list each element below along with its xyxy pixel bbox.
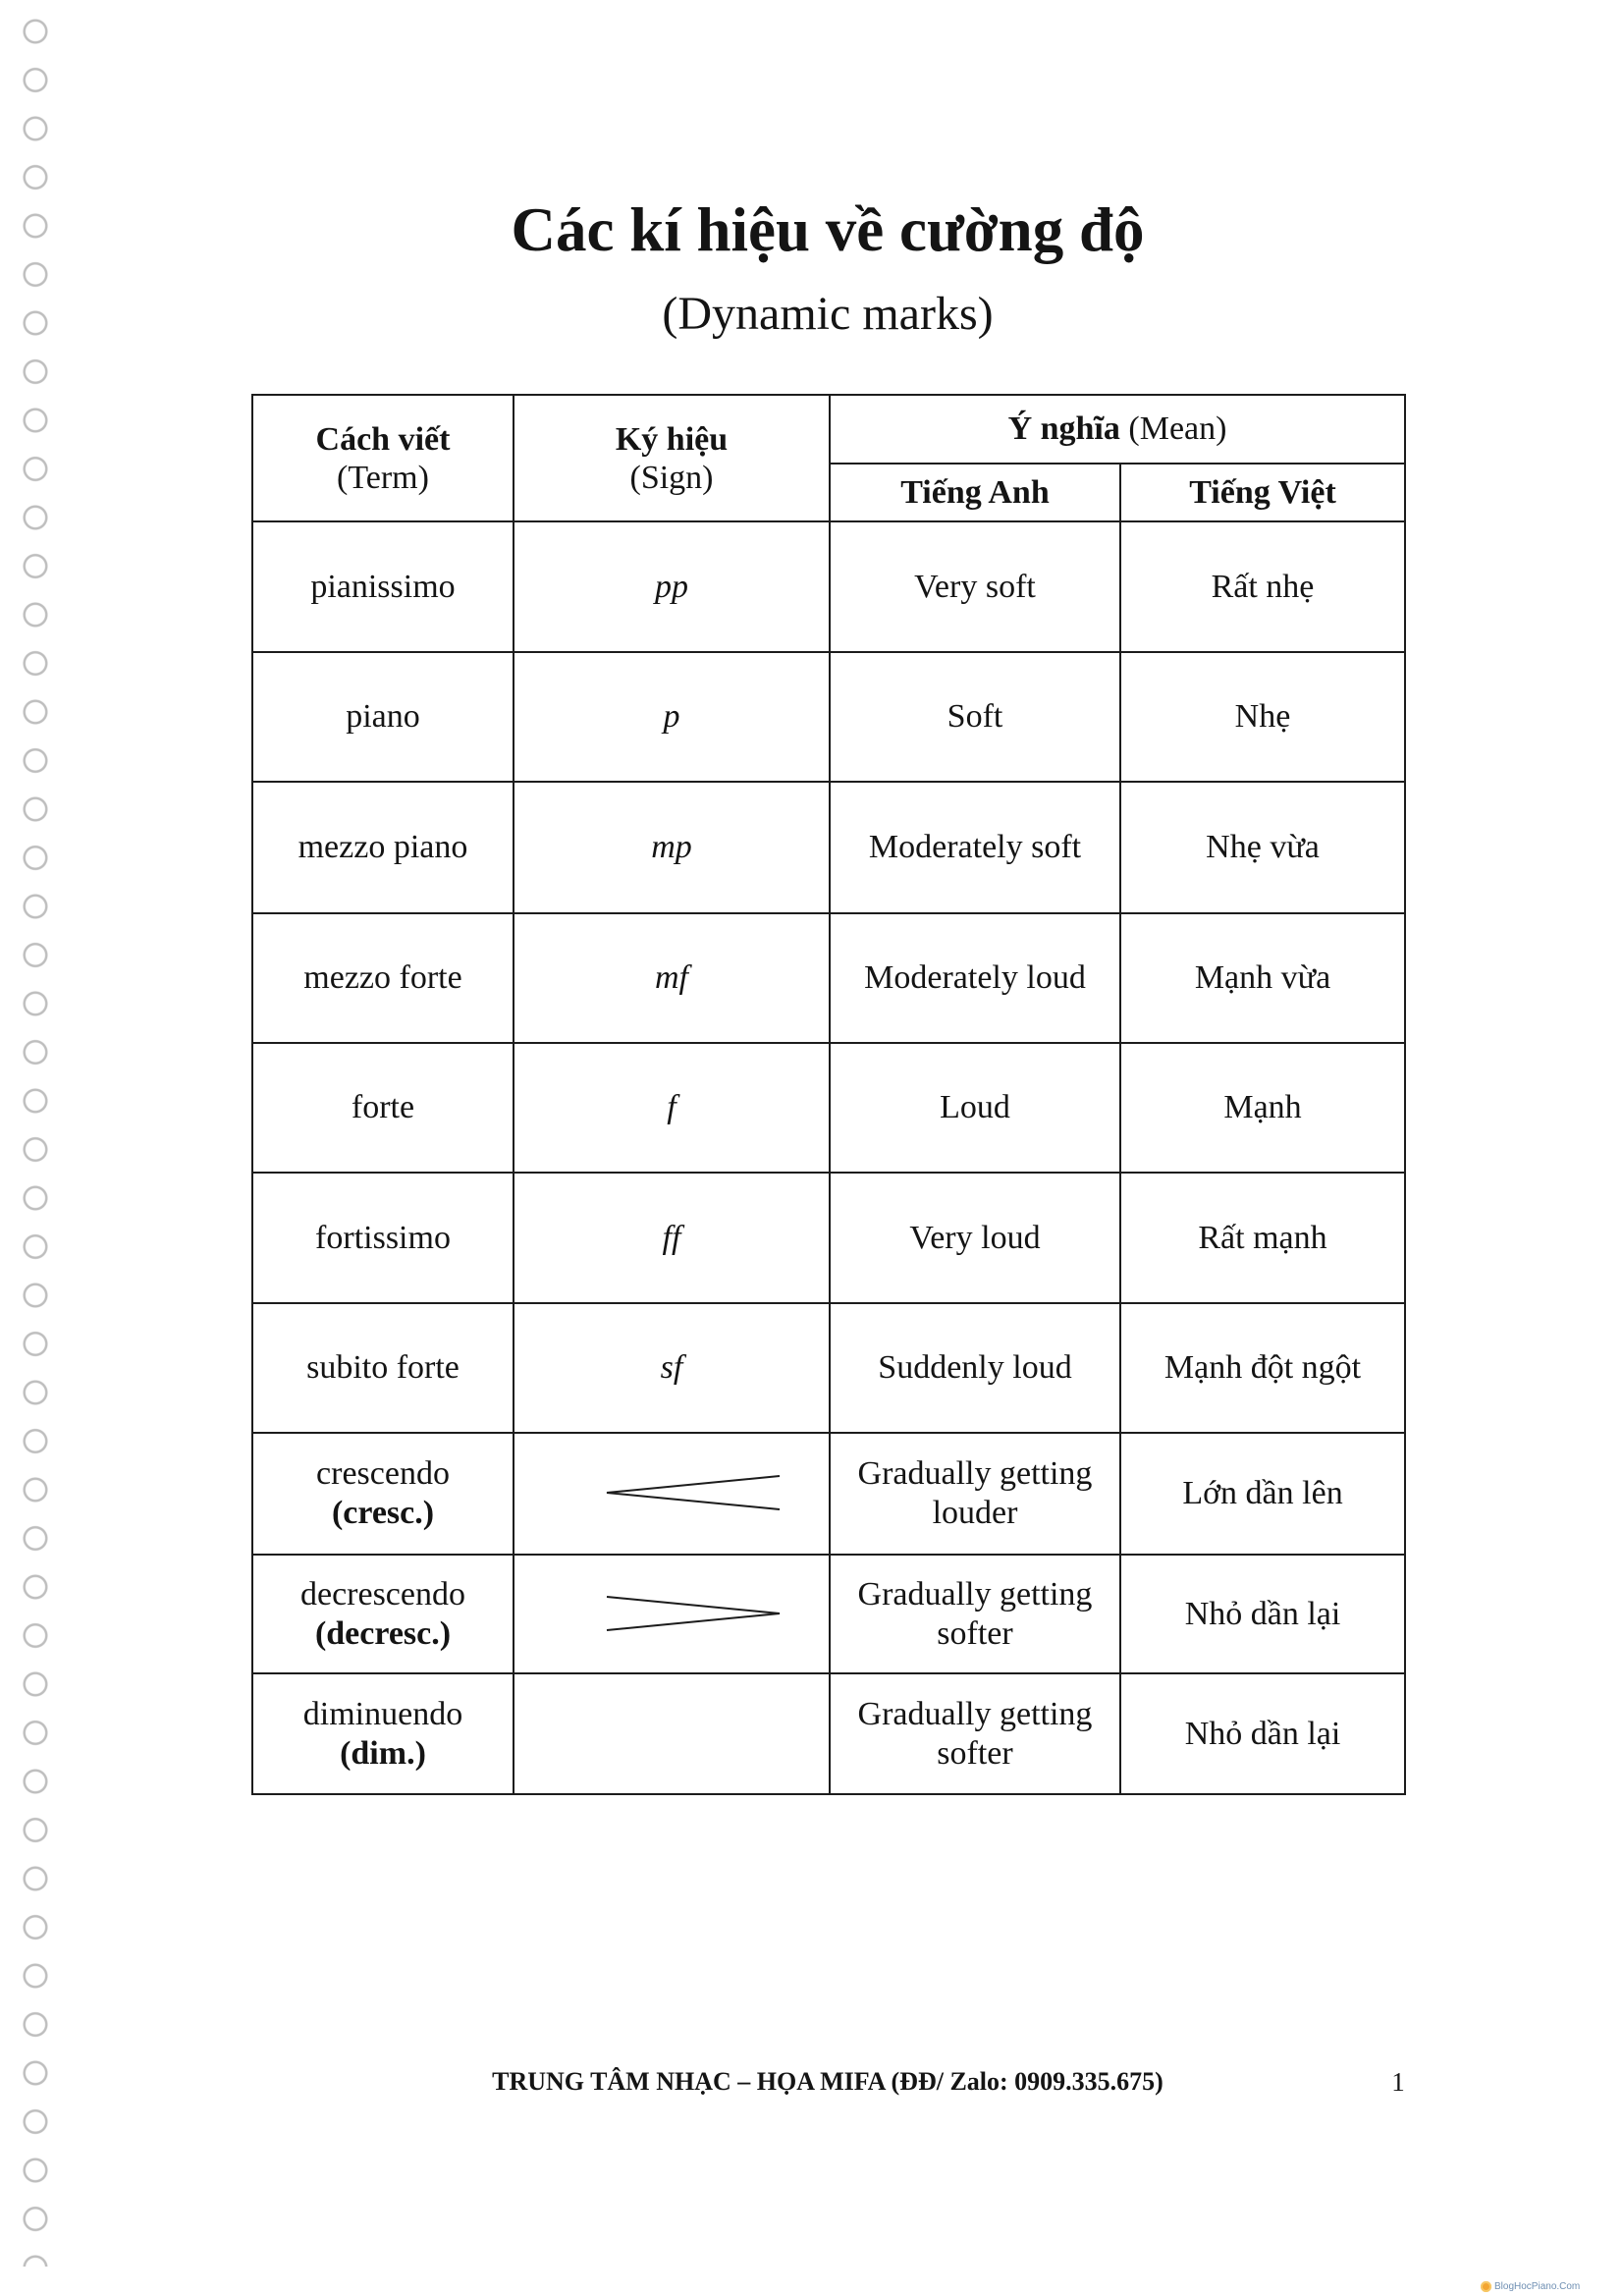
footer-text: TRUNG TÂM NHẠC – HỌA MIFA (ĐĐ/ Zalo: 0909.335.675) (492, 2067, 1163, 2096)
dynamic-sign: mf (514, 913, 830, 1043)
english-meaning-cell: Soft (830, 652, 1120, 782)
english-meaning-cell: Moderately loud (830, 913, 1120, 1043)
term-cell: forte (252, 1043, 514, 1173)
english-meaning-cell: Moderately soft (830, 782, 1120, 913)
table-row (252, 1555, 1405, 1673)
page-title: Các kí hiệu về cường độ (511, 195, 1145, 264)
table-row (252, 913, 1405, 1043)
dynamic-sign: f (514, 1043, 830, 1173)
table-row (252, 521, 1405, 652)
vietnamese-meaning-cell: Lớn dần lên (1120, 1433, 1405, 1555)
dynamic-sign: sf (514, 1303, 830, 1433)
page-subtitle: (Dynamic marks) (662, 288, 994, 340)
table-header (252, 395, 1405, 521)
header-meaning-english: (Mean) (1128, 410, 1227, 447)
term-name: diminuendo (302, 1695, 463, 1732)
term-cell (252, 1555, 514, 1673)
header-meaning (830, 395, 1405, 464)
header-meaning-label: Ý nghĩa (1007, 410, 1120, 447)
vietnamese-meaning-cell: Mạnh (1120, 1043, 1405, 1173)
english-meaning-cell: Gradually getting louder (830, 1433, 1120, 1555)
table-row (252, 1173, 1405, 1303)
sign-cell (514, 1433, 830, 1555)
watermark-text: BlogHocPiano.Com (1494, 2281, 1581, 2292)
header-row (252, 395, 1405, 464)
vietnamese-meaning-cell: Rất mạnh (1120, 1173, 1405, 1303)
table-row (252, 1433, 1405, 1555)
term-cell: mezzo forte (252, 913, 514, 1043)
page-number: 1 (1391, 2067, 1405, 2097)
table-row (252, 1303, 1405, 1433)
term-name: crescendo (316, 1455, 450, 1492)
term-cell: subito forte (252, 1303, 514, 1433)
vietnamese-meaning-cell: Mạnh đột ngột (1120, 1303, 1405, 1433)
sign-cell (514, 1555, 830, 1673)
table-row (252, 652, 1405, 782)
vietnamese-meaning-cell: Mạnh vừa (1120, 913, 1405, 1043)
english-meaning-cell: Gradually getting softer (830, 1555, 1120, 1673)
english-meaning-cell: Gradually getting softer (830, 1673, 1120, 1794)
english-meaning-cell: Suddenly loud (830, 1303, 1120, 1433)
header-sign-english: (Sign) (629, 459, 714, 496)
english-meaning-cell: Loud (830, 1043, 1120, 1173)
header-english-label: Tiếng Anh (900, 473, 1050, 511)
table-row (252, 1043, 1405, 1173)
vietnamese-meaning-cell: Rất nhẹ (1120, 521, 1405, 652)
header-term-english: (Term) (337, 459, 429, 496)
term-name: decrescendo (299, 1575, 465, 1613)
vietnamese-meaning-cell: Nhẹ (1120, 652, 1405, 782)
header-english (830, 464, 1120, 521)
table-row (252, 782, 1405, 913)
vietnamese-meaning-cell: Nhẹ vừa (1120, 782, 1405, 913)
decrescendo-hairpin-icon (605, 1594, 782, 1633)
term-cell (252, 1673, 514, 1794)
english-meaning-cell: Very loud (830, 1173, 1120, 1303)
watermark (1481, 2280, 1580, 2294)
header-sign-label: Ký hiệu (615, 420, 729, 458)
binder-holes (14, 8, 57, 2267)
header-vietnamese (1120, 464, 1405, 521)
crescendo-hairpin-icon (605, 1473, 782, 1512)
english-meaning-cell: Very soft (830, 521, 1120, 652)
header-term-label: Cách viết (315, 420, 451, 458)
term-cell: fortissimo (252, 1173, 514, 1303)
vietnamese-meaning-cell: Nhỏ dần lại (1120, 1673, 1405, 1794)
vietnamese-meaning-cell: Nhỏ dần lại (1120, 1555, 1405, 1673)
table-row (252, 1673, 1405, 1794)
header-vietnamese-label: Tiếng Việt (1189, 473, 1336, 511)
dynamic-sign: mp (514, 782, 830, 913)
term-cell: pianissimo (252, 521, 514, 652)
dynamic-sign: pp (514, 521, 830, 652)
term-cell: piano (252, 652, 514, 782)
term-cell (252, 1433, 514, 1555)
sign-cell (514, 1673, 830, 1794)
table-body (252, 521, 1405, 1794)
header-sign (514, 395, 830, 521)
dynamic-sign: ff (514, 1173, 830, 1303)
dynamic-sign: p (514, 652, 830, 782)
term-cell: mezzo piano (252, 782, 514, 913)
dynamic-marks-table (251, 394, 1406, 1795)
header-term (252, 395, 514, 521)
term-abbreviation: (cresc.) (331, 1495, 435, 1531)
term-abbreviation: (decresc.) (314, 1614, 452, 1652)
bloghocpiano-logo-icon (1481, 2281, 1491, 2292)
term-abbreviation: (dim.) (340, 1734, 426, 1772)
